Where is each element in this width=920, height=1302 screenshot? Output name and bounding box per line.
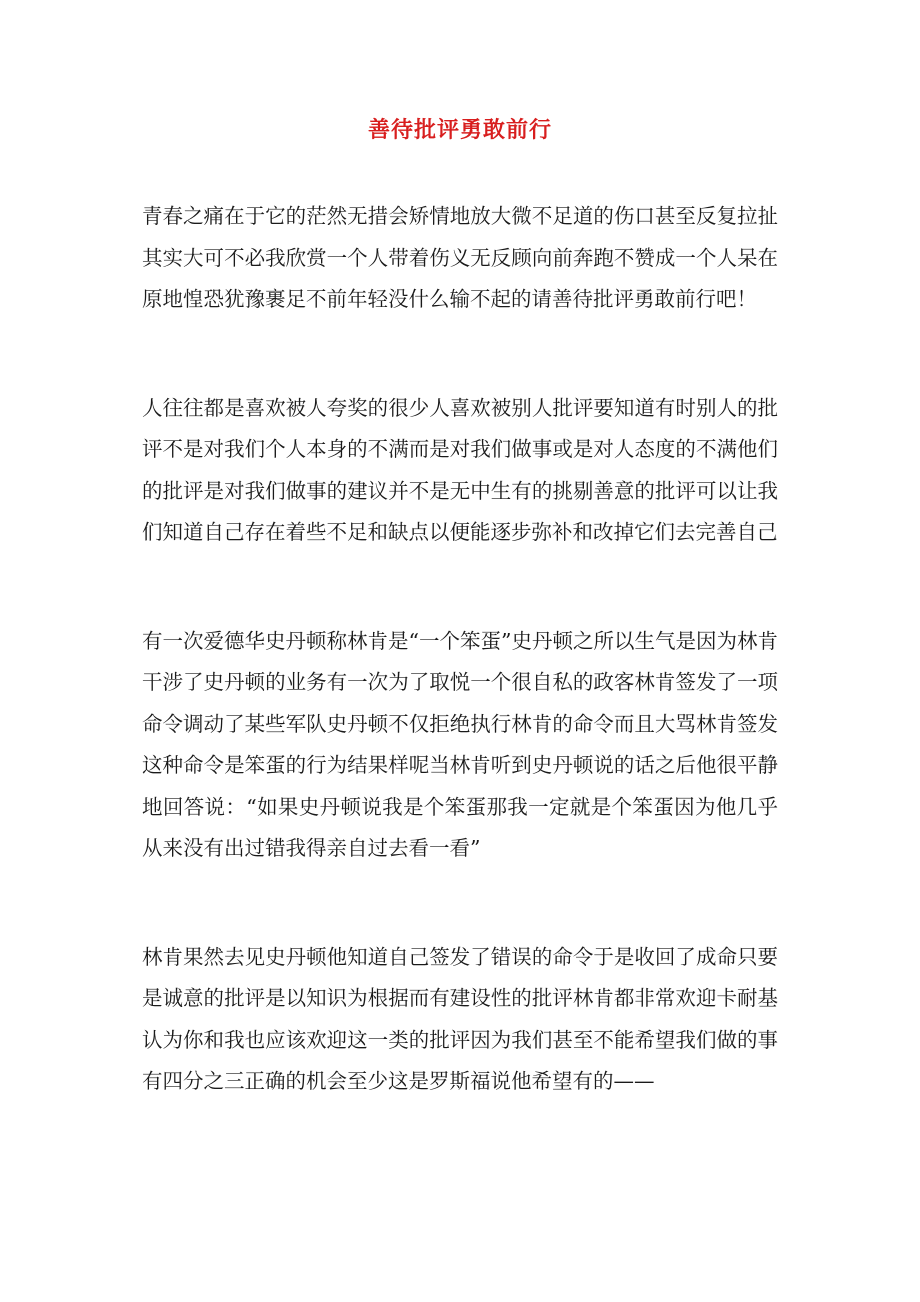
paragraph-2: 人往往都是喜欢被人夸奖的很少人喜欢被别人批评要知道有时别人的批评不是对我们个人本身的不满而是对我们做事或是对人态度的不满他们的批评是对我们做事的建议并不是无中生有的挑剔善意的批评可以让我们知道自己存在着些不足和缺点以便能逐步弥补和改掉它们去完善自己 [142, 395, 778, 544]
document-body [142, 196, 778, 1170]
paragraph-1: 青春之痛在于它的茫然无措会矫情地放大微不足道的伤口甚至反复拉扯其实大可不必我欣赏一个人带着伤义无反顾向前奔跑不赞成一个人呆在原地惶恐犹豫裹足不前年轻没什么输不起的请善待批评勇敢前行吧！ [142, 204, 778, 311]
paragraph-4: 林肯果然去见史丹顿他知道自己签发了错误的命令于是收回了成命只要是诚意的批评是以知识为根据而有建设性的批评林肯都非常欢迎卡耐基认为你和我也应该欢迎这一类的批评因为我们甚至不能希望我们做的事有四分之三正确的机会至少这是罗斯福说他希望有的—— [142, 944, 778, 1093]
document-title: 善待批评勇敢前行 [367, 117, 552, 143]
paragraph-3: 有一次爱德华史丹顿称林肯是“一个笨蛋”史丹顿之所以生气是因为林肯干涉了史丹顿的业务有一次为了取悦一个很自私的政客林肯签发了一项命令调动了某些军队史丹顿不仅拒绝执行林肯的命令而且大骂林肯签发这种命令是笨蛋的行为结果样呢当林肯听到史丹顿说的话之后他很平静地回答说：“如果史丹顿说我是个笨蛋那我一定就是个笨蛋因为他几乎从来没有出过错我得亲自过去看一看” [142, 628, 778, 860]
